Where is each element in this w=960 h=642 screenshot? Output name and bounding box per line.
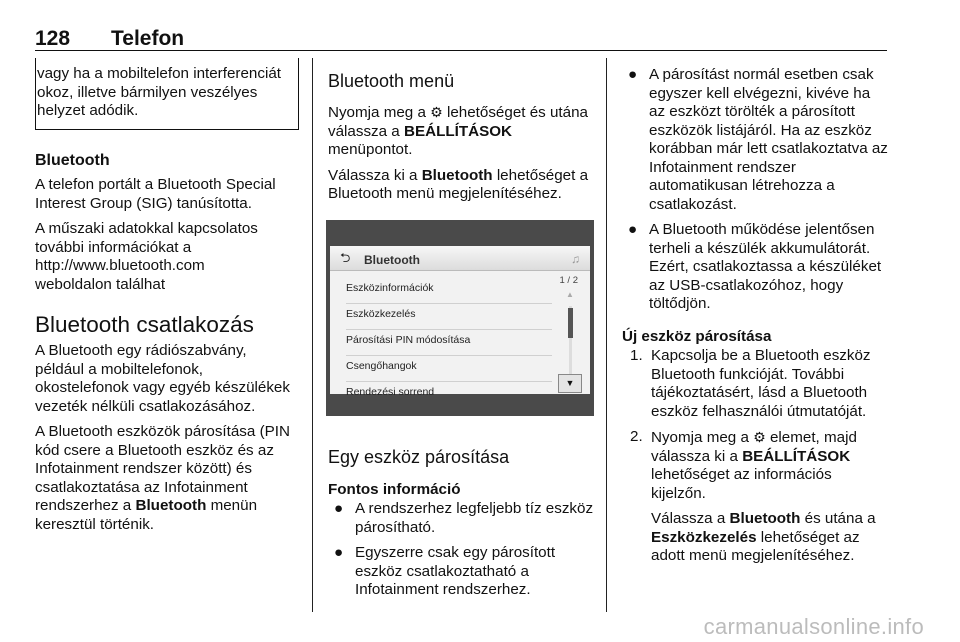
menu-heading: Bluetooth menü [328, 71, 455, 91]
pairing-heading: Egy eszköz párosítása [328, 446, 510, 467]
step2-p2-bold1: Bluetooth [729, 510, 801, 527]
screen-title-bar [330, 246, 590, 271]
conn-p2-tail: menün keresztül történik. [35, 497, 258, 533]
gear-icon: ⚙ [753, 429, 766, 445]
step2-p2-mid: és utána a [804, 510, 876, 527]
steps-list [622, 347, 890, 566]
bt-p2-text: A műszaki adatokkal kapcsolatos további információkat a [35, 220, 258, 256]
bullet-text: A párosítást normál esetben csak egyszer kell elvégezni, kivéve ha az eszközt törölték a párosított eszközök listájáról. Ha az eszköz korábban már lett csatlakoztatva az Infotainment rendszer automatikusan létrehozza a csatlakozást. [649, 66, 888, 213]
screen-menu-item: Eszközkezelés [346, 304, 552, 330]
bluetooth-url: http://www.bluetooth.com [35, 257, 205, 274]
menu-p2-tail: lehetőséget a Bluetooth menü megjelenítéséhez. [328, 166, 589, 202]
menu-p1-text: Nyomja meg a [328, 104, 426, 121]
step2-text: Nyomja meg a [651, 429, 749, 446]
connection-paragraph-1: A Bluetooth egy rádiószabvány, például a mobiltelefonok, okostelefonok vagy egyéb készülékek vezeték nélküli csatlakozásához. [35, 342, 290, 415]
menu-p2-bold: Bluetooth [421, 166, 493, 184]
menu-p2-text: Válassza ki a [328, 166, 418, 184]
back-arrow-icon: ⮌ [340, 249, 351, 265]
music-note-icon: ♫ [571, 251, 580, 266]
column-3 [622, 66, 890, 573]
list-item [328, 500, 596, 537]
step2-bold: BEÁLLÍTÁSOK [742, 447, 851, 465]
page-number: 128 [35, 27, 71, 50]
menu-p1-mid: lehetőséget és utána válassza a [328, 104, 588, 140]
step-item [622, 347, 890, 421]
screen-menu-item: Rendezési sorrend [346, 385, 435, 398]
bullet-icon: ● [628, 66, 638, 83]
warning-text: vagy ha a mobiltelefon interferenciát okoz, illetve bármilyen veszélyes helyzet adódik. [37, 65, 281, 119]
menu-paragraph-2 [328, 167, 596, 204]
step-item [622, 428, 890, 566]
list-item [622, 66, 890, 214]
info-bullet-list [328, 500, 596, 600]
column-1 [35, 58, 299, 541]
step2-p2-text: Válassza a [651, 510, 726, 527]
column-divider-2 [606, 58, 607, 612]
screen-menu-list [346, 278, 552, 407]
screen-page-indicator: 1 / 2 [559, 274, 578, 286]
screen-menu-item: Párosítási PIN módosítása [346, 330, 552, 356]
menu-p1-tail: menüpontot. [328, 141, 413, 158]
conn-p2-bold: Bluetooth [135, 497, 207, 514]
step-number: 2. [630, 428, 643, 445]
connection-paragraph-2 [35, 423, 299, 534]
page-title: Telefon [111, 27, 185, 50]
list-item [328, 544, 596, 600]
step2-p2-bold2: Eszközkezelés [651, 528, 757, 546]
bullet-text: A rendszerhez legfeljebb tíz eszköz párosítható. [355, 500, 594, 536]
step-number: 1. [630, 347, 643, 364]
watermark: carmanualsonline.info [703, 614, 924, 639]
bullet-icon: ● [334, 500, 344, 517]
list-item [622, 221, 890, 314]
connection-heading: Bluetooth csatlakozás [35, 312, 254, 337]
column-2 [328, 58, 596, 607]
step2-paragraph-2 [651, 510, 890, 566]
note-bullet-list [622, 66, 890, 314]
column-divider-1 [312, 58, 313, 612]
header-rule [35, 50, 887, 51]
gear-icon: ⚙ [430, 104, 443, 120]
page-header [35, 27, 184, 51]
scroll-down-icon: ▼ [558, 374, 582, 393]
screen-menu-item: Csengőhangok [346, 356, 552, 382]
bluetooth-menu-screenshot [326, 220, 594, 416]
bluetooth-heading: Bluetooth [35, 151, 110, 169]
bullet-text: Egyszerre csak egy párosított eszköz csatlakoztatható a Infotainment rendszerhez. [355, 544, 556, 598]
bullet-icon: ● [628, 221, 638, 238]
step2-tail: lehetőséget az információs kijelzőn. [651, 466, 832, 502]
bt-p2-tail: weboldalon találhat [35, 275, 166, 293]
step2-p2-tail: lehetőséget az adott menü megjelenítéséhez. [651, 528, 860, 564]
info-heading: Fontos információ [328, 480, 461, 498]
bluetooth-paragraph-2 [35, 220, 299, 294]
screen-title: Bluetooth [364, 252, 420, 267]
scroll-up-icon: ▲ [566, 289, 574, 299]
menu-paragraph-1 [328, 103, 596, 160]
bluetooth-paragraph-1: A telefon portált a Bluetooth Special Interest Group (SIG) tanúsította. [35, 176, 276, 212]
step2-mid: elemet, majd válassza ki a [651, 429, 857, 465]
scroll-thumb [568, 308, 573, 338]
screen-menu-item: Eszközinformációk [346, 278, 552, 304]
warning-box [35, 58, 299, 130]
conn-p2-text: A Bluetooth eszközök párosítása (PIN kód csere a Bluetooth eszköz és az Infotainment rendszer között) és csatlakoztatása az Infotainment rendszerhez a [35, 423, 290, 514]
bullet-icon: ● [334, 544, 344, 561]
menu-p1-bold: BEÁLLÍTÁSOK [404, 122, 512, 140]
step-text: Kapcsolja be a Bluetooth eszköz Bluetooth funkcióját. További tájékoztatásért, lásd a Bluetooth eszköz felhasználói útmutatóját. [651, 347, 871, 420]
new-device-heading: Új eszköz párosítása [622, 327, 772, 345]
bullet-text: A Bluetooth működése jelentősen terheli a készülék akkumulátorát. Ezért, csatlakoztassa a készüléket az USB-csatlakozóhoz, hogy töltődjön. [649, 221, 882, 312]
